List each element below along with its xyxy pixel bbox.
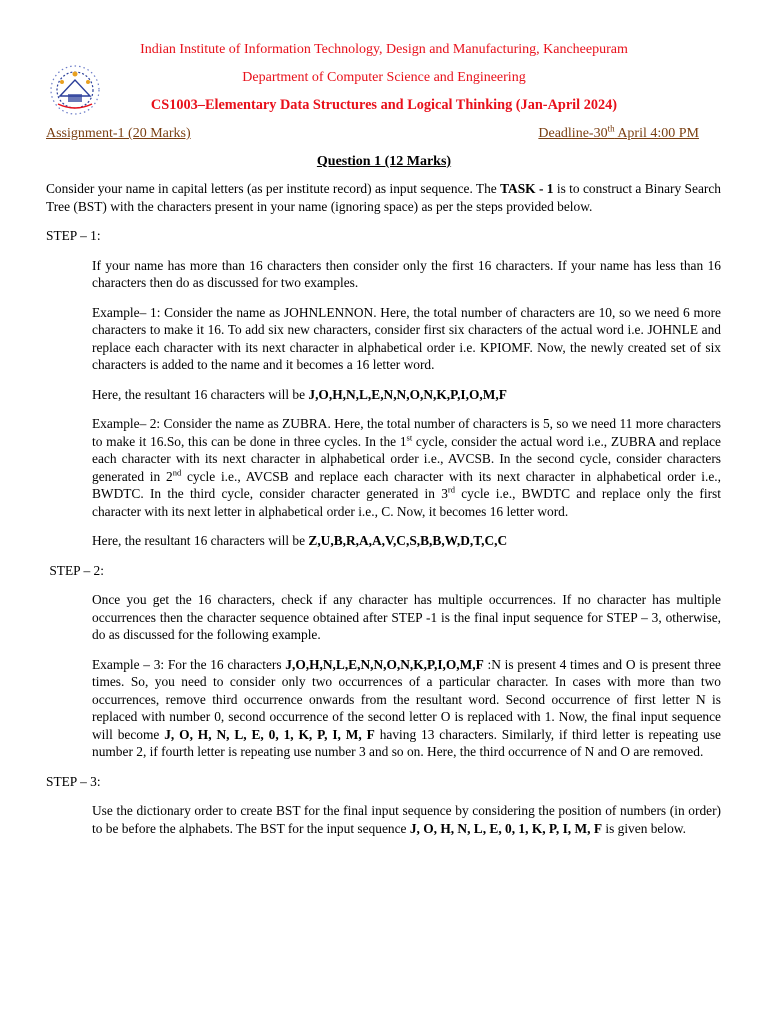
example2-text-d: cycle i.e., BWDTC and replace only the first character with its next letter in alphabetical order i.e., C. Now, it becomes 16 letter word.	[92, 486, 721, 519]
step3-paragraph	[92, 802, 721, 837]
example2-paragraph	[92, 415, 721, 520]
result1-paragraph	[92, 386, 721, 404]
sup-st: st	[406, 432, 413, 443]
step2-paragraph: Once you get the 16 characters, check if any character has multiple occurrences. If no character has multiple occurrences then the character sequence obtained after STEP -1 is the final input sequence for STEP – 3, otherwise, do as discussed for the following example.	[92, 592, 721, 642]
example3-text-b: :N is present 4 times and O is present three times. So, you need to consider only two occurrences of a particular character. In cases with more than two occurrences, remove third occurrence onwards from the resultant word. Second occurrence of first letter N is replaced with number 0, second occurrence of the second letter O is replaced with 1. Now, the final input sequence will become	[92, 656, 721, 742]
result2-paragraph	[92, 532, 721, 550]
example1-paragraph: Example– 1: Consider the name as JOHNLENNON. Here, the total number of characters are 10, so we need 6 more characters to make it 16. To add six new characters, consider first six characters of the actual word i.e. JOHNLE and replace each character with its next character in alphabetical order i.e. KPIOMF. Now, the newly created set of six characters is added to the name and it becomes a 16 letter word.	[92, 304, 721, 372]
step1-heading: STEP – 1:	[46, 228, 101, 243]
intro-paragraph	[46, 180, 721, 215]
sup-rd: rd	[447, 484, 455, 495]
step2-heading: STEP – 2:	[46, 562, 104, 578]
assignment-title: Assignment-1 (20 Marks)	[46, 126, 191, 141]
example3-sequence: J,O,H,N,L,E,N,N,O,N,K,P,I,O,M,F	[285, 656, 484, 672]
institute-name: Indian Institute of Information Technology, Design and Manufacturing, Kancheepuram	[140, 42, 628, 57]
step1-paragraph: If your name has more than 16 characters then consider only the first 16 characters. If your name has less than 16 characters then do as discussed for two examples.	[92, 257, 721, 290]
department-name: Department of Computer Science and Engineering	[242, 70, 526, 85]
deadline	[538, 125, 699, 143]
example3-text-a: Example – 3: For the 16 characters	[92, 656, 286, 672]
result2-value: Z,U,B,R,A,A,V,C,S,B,B,W,D,T,C,C	[308, 533, 508, 548]
example2-text-a: Example– 2: Consider the name as ZUBRA. Here, the total number of characters is 5, so we need 11 more characters to make it 16.So, this can be done in three cycles. In the 1	[92, 416, 721, 449]
step3-sequence: J, O, H, N, L, E, 0, 1, K, P, I, M, F	[409, 820, 603, 836]
example3-text-c: having 13 characters. Similarly, if third letter is repeating use number 2, if fourth letter is repeating use number 3 and so on. Here, the third occurrence of N and O are removed.	[92, 726, 721, 759]
deadline-sup: th	[607, 123, 615, 134]
question-body	[46, 180, 721, 837]
result1-text: Here, the resultant 16 characters will be	[92, 386, 309, 402]
sup-nd: nd	[172, 467, 182, 478]
result2-text: Here, the resultant 16 characters will be	[92, 533, 309, 548]
example3-final-sequence: J, O, H, N, L, E, 0, 1, K, P, I, M, F	[164, 726, 375, 742]
result1-value: J,O,H,N,L,E,N,N,O,N,K,P,I,O,M,F	[308, 386, 507, 402]
step3-text-b: is given below.	[602, 820, 686, 836]
step3-heading: STEP – 3:	[46, 773, 101, 789]
example2-text-b: cycle, consider the actual word i.e., ZUBRA and replace each character with its next character in alphabetical order i.e., AVCSB. In the second cycle, consider characters generated in 2	[92, 433, 721, 484]
intro-text-b: is to construct a Binary Search Tree (BST) with the characters present in your name (ignoring space) as per the steps provided below.	[46, 181, 721, 214]
example2-text-c: cycle i.e., AVCSB and replace each character with its next character in alphabetical order i.e., BWDTC. In the third cycle, consider character generated in 3	[92, 468, 721, 501]
example3-paragraph	[92, 656, 721, 761]
task-label: TASK - 1	[500, 181, 554, 196]
intro-text-a: Consider your name in capital letters (as per institute record) as input sequence. The	[46, 181, 501, 196]
question-title: Question 1 (12 Marks)	[316, 154, 452, 169]
deadline-time: April 4:00 PM	[614, 126, 699, 141]
course-title: CS1003–Elementary Data Structures and Logical Thinking (Jan-April 2024)	[150, 97, 618, 113]
step3-text-a: Use the dictionary order to create BST for the final input sequence by considering the position of numbers (in order) to be before the alphabets. The BST for the input sequence	[92, 803, 721, 836]
deadline-text: Deadline-30	[538, 126, 608, 141]
